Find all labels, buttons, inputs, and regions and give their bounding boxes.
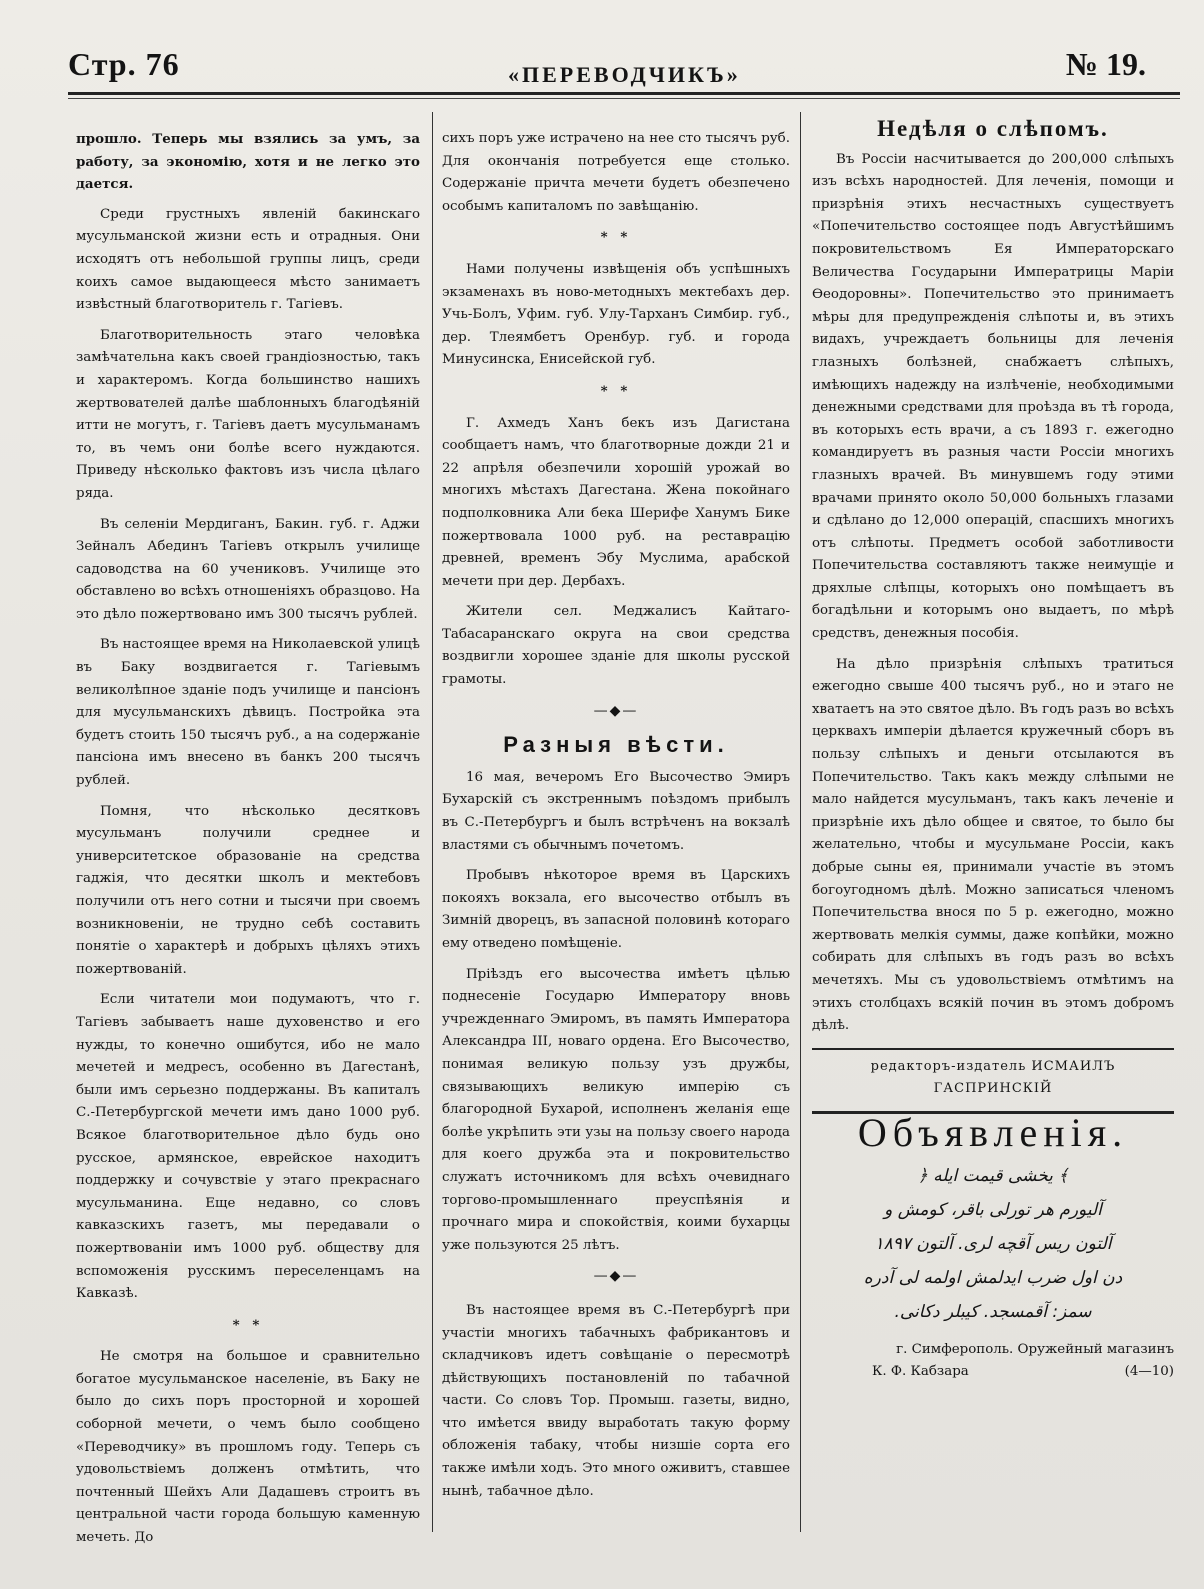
- paragraph: Не смотря на большое и сравнительно богатое мусульманское населеніе, въ Баку не было до сихъ поръ просторной и хорошей соборной мечети, о чемъ было сообщено «Переводчику» въ прошломъ году. Теперь съ удовольствіемъ долженъ отмѣтить, что почтенный Шейхъ Али Дадашевъ строитъ въ центральной части города большую каменную мечеть. До: [76, 1349, 420, 1546]
- paragraph: Пріѣздъ его высочества имѣетъ цѣлью поднесеніе Государю Императору вновь учрежденнаго Эмиромъ, въ память Императора Александра III, новаго ордена. Его Высочество, понимая великую пользу узъ дружбы, связывающихъ великую имперію съ благородной Бухарой, исполненъ желанія еще болѣе укрѣпить эти узы на пользу своего народа для коего дружба эта и покровительство служатъ источникомъ для всѣхъ очевиднаго торгово-промышленнаго преуспѣянія и прочнаго мира и спокойствія, коими бухарцы уже пользуются 25 лѣтъ.: [442, 966, 790, 1253]
- section-title: Разныя вѣсти.: [503, 732, 729, 758]
- paragraph: Пробывъ нѣкоторое время въ Царскихъ покояхъ вокзала, его высочество отбылъ въ Зимній дворецъ, въ запасной половинѣ котораго ему отведено помѣщеніе.: [442, 868, 790, 951]
- ad-line: سمز: آقمسجد. كيبلر دكانى.: [894, 1301, 1092, 1322]
- paragraph: сихъ поръ уже истрачено на нее сто тысячъ руб. Для окончанія потребуется еще столько. Содержаніе причта мечети будетъ обезпечено особымъ капиталомъ по завѣщанію.: [442, 131, 790, 214]
- section-separator: * *: [600, 229, 632, 246]
- editor-rule: [812, 1048, 1174, 1050]
- ad-line: ﴾ يخشى قيمت ايله ﴿: [917, 1165, 1069, 1186]
- paragraph: Въ селеніи Мердиганъ, Бакин. губ. г. Аджи Зейналъ Абединъ Тагіевъ открылъ училище садоводства на 60 учениковъ. Училище это обставлено во всѣхъ отношеніяхъ образцово. На это дѣло пожертвовано имъ 300 тысячъ рублей.: [76, 516, 420, 622]
- paragraph: Г. Ахмедъ Ханъ бекъ изъ Дагистана сообщаетъ намъ, что благотворные дожди 21 и 22 апрѣля обезпечили хорошій урожай во многихъ мѣстахъ Дагестана. Жена покойнаго подполковника Али бека Шерифе Ханумъ Бике пожертвовала 1000 руб. на реставрацію древней, временъ Эбу Муслима, арабской мечети при дер. Дербахъ.: [442, 415, 790, 589]
- page-number: Стр. 76: [68, 46, 180, 82]
- column-divider-1: [432, 112, 433, 1532]
- paragraph: Нами получены извѣщенія объ успѣшныхъ экзаменахъ въ ново-методныхъ мектебахъ дер. Учь-Болъ, Уфим. губ. Улу-Тарханъ Симбир. губ., дер. Тлеямбетъ Оренбур. губ. и города Минусинска, Енисейской губ.: [442, 261, 790, 368]
- ad-count: (4—10): [1124, 1363, 1174, 1379]
- ad-footer: [812, 1339, 1174, 1383]
- column-1: [76, 128, 420, 1568]
- paragraph: Помня, что нѣсколько десятковъ мусульманъ получили среднее и университетское образованіе на средства гаджія, что десятки школъ и мектебовъ получили отъ него сотни и тысячи при своемъ возникновеніи, не трудно себѣ составить понятіе о характерѣ и добрыхъ цѣляхъ этихъ пожертвованій.: [76, 803, 420, 977]
- paragraph: Среди грустныхъ явленій бакинскаго мусульманской жизни есть и отрадныя. Они исходятъ отъ небольшой группы лицъ, среди коихъ самое выдающееся мѣсто занимаетъ извѣстный благотворитель г. Тагіевъ.: [76, 206, 420, 313]
- ad-city: г. Симферополь. Оружейный магазинъ: [896, 1341, 1174, 1357]
- section-separator: * *: [600, 382, 632, 399]
- header-rule: [68, 92, 1180, 95]
- paragraph: Въ настоящее время въ С.-Петербургѣ при участіи многихъ табачныхъ фабрикантовъ и складчиковъ идетъ совѣщаніе о пересмотрѣ дѣйствующихъ постановленій по табачной части. Со словъ Тор. Промыш. газеты, видно, что имѣется ввиду выработать такую форму обложенія табаку, чтобы низшіе сорта его также имѣли ходъ. Это много оживитъ, ставшее нынѣ, табачное дѣло.: [442, 1302, 790, 1499]
- editor-credit: редакторъ-издатель ИСМАИЛЪ ГАСПРИНСКІЙ: [870, 1058, 1116, 1097]
- header-rule-thin: [68, 98, 1180, 99]
- newspaper-title: «ПЕРЕВОДЧИКЪ»: [508, 62, 741, 87]
- column-divider-2: [800, 112, 801, 1532]
- column-3: [812, 118, 1174, 1558]
- section-title: Недѣля о слѣпомъ.: [877, 118, 1109, 141]
- ornament-divider: —◆—: [593, 702, 639, 719]
- paragraph: прошло. Теперь мы взялись за умъ, за работу, за экономію, хотя и не легко это дается.: [76, 131, 420, 193]
- ad-line: آليورم هر تورلى باقر، كومش و: [884, 1199, 1102, 1220]
- page-header: [68, 44, 1178, 94]
- ad-line: دن اول ضرب ايدلمش اولمه لى آدره: [863, 1267, 1123, 1288]
- column-2: [442, 128, 790, 1568]
- issue-number: № 19.: [1065, 46, 1146, 82]
- advertisement-text: [812, 1159, 1174, 1329]
- paragraph: Жители сел. Меджалисъ Кайтаго-Табасаранскаго округа на свои средства воздвигли хорошее зданіе для школы русской грамоты.: [442, 604, 790, 688]
- ad-owner: К. Ф. Кабзара: [872, 1363, 969, 1379]
- paragraph: На дѣло призрѣнія слѣпыхъ тратиться ежегодно свыше 400 тысячъ руб., но и этаго не хватаетъ на это святое дѣло. Въ годъ разъ во всѣхъ церквахъ имперіи дѣлается кружечный сборъ въ пользу слѣпыхъ и деньги отсылаются въ Попечительство. Такъ какъ между слѣпыми не мало найдется мусульманъ, такъ какъ леченіе и призрѣніе ихъ дѣло общее и святое, то было бы желательно, чтобы и мусульмане Россіи, какъ добрые сыны ея, принимали участіе въ этомъ богоугодномъ дѣлѣ. Можно записаться членомъ Попечительства внося по 5 р. ежегодно, можно жертвовать мелкія суммы, даже копѣйки, можно собирать для слѣпыхъ въ годъ разъ во всѣхъ мечетяхъ. Мы съ удовольствіемъ отмѣтимъ на этихъ столбцахъ всякій почин въ этомъ добромъ дѣлѣ.: [812, 656, 1174, 1034]
- paragraph: Въ настоящее время на Николаевской улицѣ въ Баку воздвигается г. Тагіевымъ великолѣпное зданіе подъ училище и пансіонъ для мусульманскихъ дѣвицъ. Постройка эта будетъ стоить 150 тысячъ руб., а на содержаніе пансіона имъ внесено въ банкъ 200 тысячъ рублей.: [76, 637, 420, 789]
- paragraph: Благотворительность этаго человѣка замѣчательна какъ своей грандіозностью, такъ и характеромъ. Когда большинство нашихъ жертвователей далѣе шаблонныхъ благодѣяній итти не могутъ, г. Тагіевъ даетъ мусульманамъ то, въ чемъ они болѣе всего нуждаются. Приведу нѣсколько фактовъ изъ числа цѣлаго ряда.: [76, 327, 420, 501]
- ornament-divider: —◆—: [593, 1268, 639, 1285]
- ads-title: Объявленія.: [857, 1109, 1129, 1155]
- section-separator: * *: [232, 1316, 264, 1333]
- paragraph: 16 мая, вечеромъ Его Высочество Эмиръ Бухарскій съ экстреннымъ поѣздомъ прибылъ въ С.-Петербургъ и былъ встрѣченъ на вокзалѣ властями съ обычнымъ почетомъ.: [442, 769, 790, 853]
- ad-line: آلتون ريس آقچه لرى. آلتون ١٨٩٧: [874, 1233, 1112, 1254]
- paragraph: Если читатели мои подумаютъ, что г. Тагіевъ забываетъ наше духовенство и его нужды, то конечно ошибутся, ибо не мало мечетей и медресъ, особенно въ Дагестанѣ, были имъ серьезно поддержаны. Въ капиталъ С.-Петербургской мечети имъ дано 1000 руб. Всякое благотворительное дѣло будь оно русское, армянское, еврейское находитъ поддержку и сочувствіе у этаго прекраснаго мусульманина. Еще недавно, со словъ кавказскихъ газетъ, мы передавали о пожертвованіи имъ 1000 руб. обществу для вспоможенія русскимъ переселенцамъ на Кавказѣ.: [76, 992, 420, 1302]
- paragraph: Въ Россіи насчитывается до 200,000 слѣпыхъ изъ всѣхъ народностей. Для леченія, помощи и призрѣнія этихъ несчастныхъ существуетъ «Попечительство состоящее подъ Августѣйшимъ покровительствомъ Ея Императорскаго Величества Государыни Императрицы Маріи Ѳеодоровны». Попечительство это принимаетъ мѣры для предупрежденія слѣпоты и, въ этихъ видахъ, учреждаетъ больницы для леченія глазныхъ болѣзней, снабжаетъ слѣпыхъ, имѣющихъ надежду на излѣченіе, необходимыми денежными средствами для проѣзда въ тѣ города, въ которыхъ есть врачи, а съ 1893 г. ежегодно командируетъ въ разныя части Россіи многихъ глазныхъ врачей. Въ минувшемъ году этими врачами принято около 50,000 больныхъ глазами и сдѣлано до 12,000 операцій, спасшихъ многихъ отъ слѣпоты. Предметъ особой заботливости Попечительства составляютъ также неимущіе и дряхлые слѣпцы, которыхъ оно помѣщаетъ въ богадѣльни и которымъ оно выдаетъ, по мѣрѣ средствъ, денежныя пособія.: [812, 151, 1174, 642]
